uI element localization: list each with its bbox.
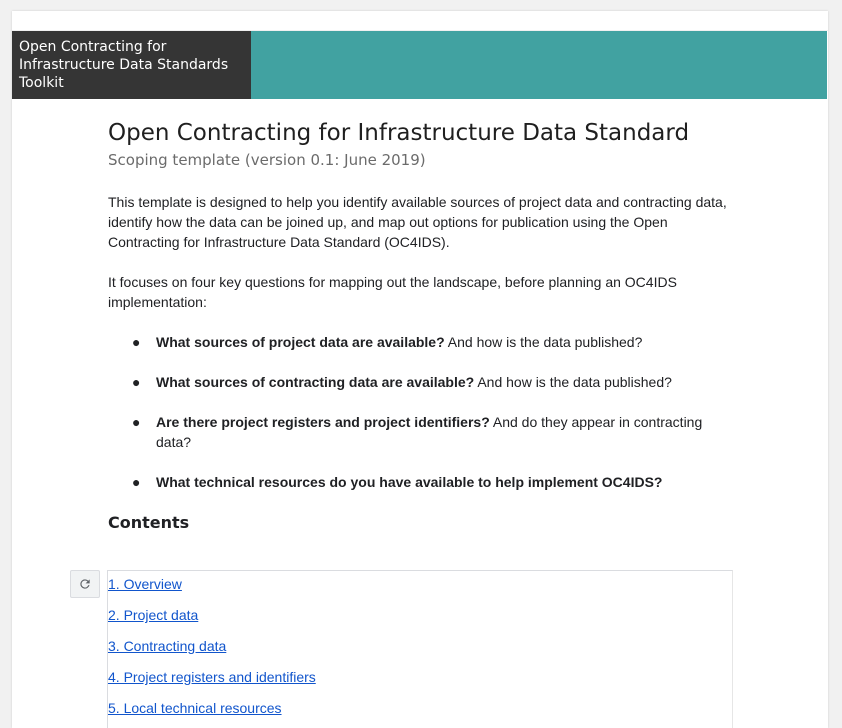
focus-paragraph: It focuses on four key questions for mapping out the landscape, before planning an OC4IDS implementation: [108,274,677,310]
toc-link-project-data[interactable]: 2. Project data [108,607,199,623]
bullet-icon: ● [132,374,141,390]
intro-paragraph: This template is designed to help you identify available sources of project data and contracting data, identify how the data can be joined up, and map out options for publication using the Open Contracting for Infrastructure Data Standard (OC4IDS). [108,194,727,250]
document-page [12,11,828,728]
toc-link-contracting-data[interactable]: 3. Contracting data [108,638,227,654]
question-bold: What sources of project data are available? [156,334,445,350]
list-item [108,412,738,452]
page-top-margin [12,11,828,31]
toc-item [108,700,316,728]
list-item [108,332,738,352]
banner-title: Open Contracting for Infrastructure Data Standards Toolkit [12,31,251,99]
question-rest: And how is the data published? [444,334,643,350]
bullet-icon: ● [132,414,141,430]
toc-link-overview[interactable]: 1. Overview [108,576,182,592]
toc-link-project-registers[interactable]: 4. Project registers and identifiers [108,669,316,685]
document-subtitle: Scoping template (version 0.1: June 2019) [108,151,426,169]
toc-link-technical-resources[interactable]: 5. Local technical resources [108,700,282,716]
document-title: Open Contracting for Infrastructure Data Standard [108,120,690,146]
question-bold: Are there project registers and project identifiers? [156,414,490,430]
question-bold: What technical resources do you have available to help implement OC4IDS? [156,474,663,490]
toc-item [108,638,316,669]
refresh-toc-button[interactable] [70,570,100,598]
toc-item [108,607,316,638]
question-rest: And how is the data published? [474,374,672,390]
toc-item [108,669,316,700]
toc-item [108,576,316,607]
document-body [108,99,738,534]
table-of-contents [107,570,733,728]
bullet-icon: ● [132,474,141,490]
toc-list [108,576,316,728]
list-item [108,372,738,392]
key-questions-list [108,332,738,492]
refresh-icon [78,577,92,591]
bullet-icon: ● [132,334,141,350]
header-banner [12,31,827,99]
question-bold: What sources of contracting data are available? [156,374,475,390]
question-rest: And do they appear in contracting data? [156,414,703,450]
list-item [108,472,738,492]
contents-heading: Contents [108,513,190,532]
